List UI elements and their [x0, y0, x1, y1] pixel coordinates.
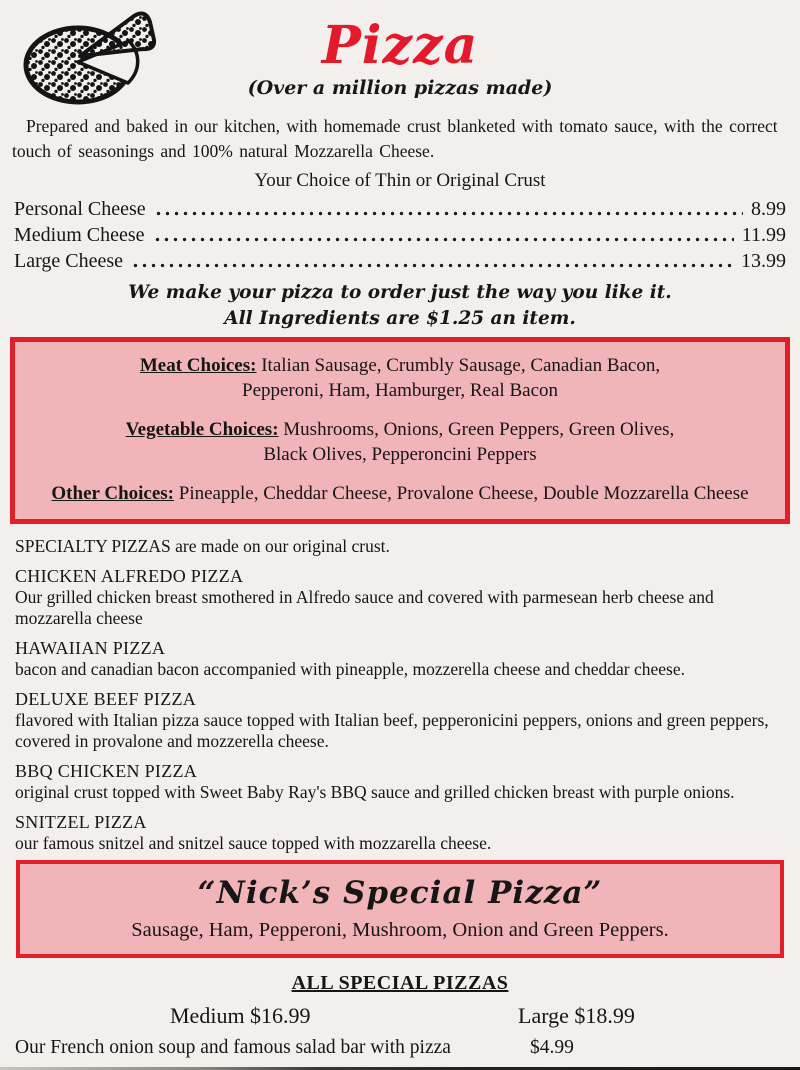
dot-leader	[154, 206, 743, 218]
price-list	[14, 196, 786, 274]
choice-items: Mushrooms, Onions, Green Peppers, Green Olives,	[283, 419, 675, 440]
specialty-item	[15, 638, 785, 680]
price-value: 13.99	[741, 250, 786, 272]
order-notes	[0, 280, 800, 332]
price-row	[14, 248, 786, 274]
crust-choice-line: Your Choice of Thin or Original Crust	[254, 170, 546, 191]
special-large-price: Large $18.99	[518, 1003, 635, 1028]
note-line: All Ingredients are $1.25 an item.	[224, 308, 576, 329]
soup-salad-row	[0, 1036, 800, 1060]
dot-leader	[153, 232, 734, 244]
dot-leader	[131, 258, 733, 270]
choice-line	[25, 417, 775, 442]
nicks-special-title: “Nick’s Special Pizza”	[197, 875, 603, 911]
specialty-item-desc: flavored with Italian pizza sauce topped with Italian beef, pepperonicini peppers, onions and green peppers, covered in provalone and mozzerella cheese.	[15, 710, 769, 751]
price-row	[14, 222, 786, 248]
specialty-intro: SPECIALTY PIZZAS are made on our original crust.	[15, 536, 390, 556]
choice-line	[25, 481, 775, 506]
note-line: We make your pizza to order just the way you like it.	[128, 282, 672, 303]
specialty-item-name: SNITZEL PIZZA	[15, 812, 147, 832]
price-row	[14, 196, 786, 222]
specialty-item-name: BBQ CHICKEN PIZZA	[15, 761, 198, 781]
specialty-item	[15, 566, 785, 629]
all-special-pizzas-heading: ALL SPECIAL PIZZAS	[291, 972, 509, 994]
topping-choices-box	[10, 337, 790, 524]
choice-group-label: Vegetable Choices:	[125, 419, 279, 440]
specialty-item-desc: original crust topped with Sweet Baby Ray's BBQ sauce and grilled chicken breast with purple onions.	[15, 782, 735, 802]
price-label: Large Cheese	[14, 250, 124, 272]
soup-salad-price: $4.99	[530, 1037, 574, 1058]
specialty-item	[15, 761, 785, 803]
nicks-special-box	[16, 860, 784, 958]
choice-items: Pineapple, Cheddar Cheese, Provalone Cheese, Double Mozzarella Cheese	[178, 483, 749, 504]
specialty-item-name: CHICKEN ALFREDO PIZZA	[15, 566, 244, 586]
meat-choices-group	[25, 353, 775, 403]
other-choices-group	[25, 481, 775, 506]
choice-group-label: Meat Choices:	[139, 355, 257, 376]
price-label: Medium Cheese	[14, 224, 145, 246]
special-medium-price: Medium $16.99	[170, 1003, 311, 1028]
specialty-item-desc: our famous snitzel and snitzel sauce topped with mozzarella cheese.	[15, 833, 492, 853]
price-value: 11.99	[741, 224, 786, 246]
specialty-item-desc: bacon and canadian bacon accompanied with pineapple, mozzerella cheese and cheddar cheese.	[15, 659, 685, 679]
choice-group-label: Other Choices:	[51, 483, 175, 504]
price-label: Personal Cheese	[14, 198, 146, 220]
specialty-item-desc: Our grilled chicken breast smothered in Alfredo sauce and covered with parmesean herb cheese and mozzarella cheese	[15, 587, 714, 628]
menu-header	[0, 0, 800, 112]
pizza-logo-icon	[12, 5, 170, 107]
price-value: 8.99	[751, 198, 786, 220]
special-sizes-row	[0, 1003, 800, 1029]
vegetable-choices-group	[25, 417, 775, 467]
nicks-special-desc: Sausage, Ham, Pepperoni, Mushroom, Onion and Green Peppers.	[131, 919, 669, 941]
page-subtitle: (Over a million pizzas made)	[247, 77, 553, 99]
soup-salad-label: Our French onion soup and famous salad bar with pizza	[15, 1037, 451, 1058]
specialty-item	[15, 689, 785, 752]
specialty-item-name: HAWAIIAN PIZZA	[15, 638, 166, 658]
specialty-item	[15, 812, 785, 854]
page-title: Pizza	[321, 15, 479, 76]
specialty-item-name: DELUXE BEEF PIZZA	[15, 689, 197, 709]
intro-paragraph: Prepared and baked in our kitchen, with homemade crust blanketed with tomato sauce, with the correct touch of seasonings and 100% natural Mozzarella Cheese.	[12, 116, 778, 161]
choice-line: Black Olives, Pepperoncini Peppers	[263, 444, 537, 465]
choice-items: Italian Sausage, Crumbly Sausage, Canadian Bacon,	[261, 355, 661, 376]
choice-line	[25, 353, 775, 378]
choice-line: Pepperoni, Ham, Hamburger, Real Bacon	[242, 380, 558, 401]
